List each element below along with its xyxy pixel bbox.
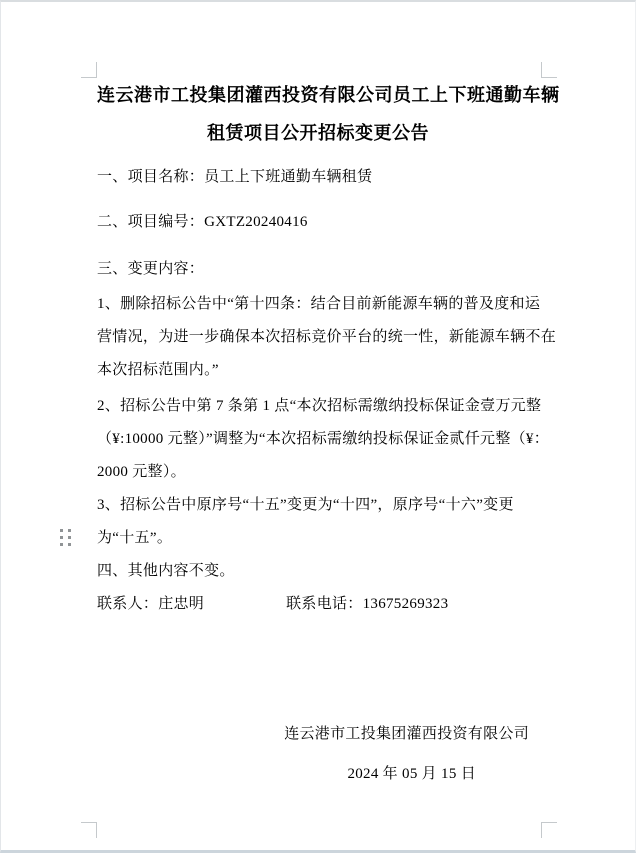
change-item-2-line-1: 2、招标公告中第 7 条第 1 点“本次招标需缴纳投标保证金壹万元整 xyxy=(97,398,542,414)
project-number-line: 二、项目编号：GXTZ20240416 xyxy=(97,214,308,230)
change-item-1-line-1: 1、删除招标公告中“第十四条：结合目前新能源车辆的普及度和运 xyxy=(97,296,541,312)
text-boundary-corner-top-left-icon xyxy=(81,62,97,78)
project-name-line: 一、项目名称：员工上下班通勤车辆租赁 xyxy=(97,169,373,185)
contact-person: 联系人：庄忠明 xyxy=(97,596,205,612)
change-item-1-line-3: 本次招标范围内。” xyxy=(97,362,219,378)
doc-title-line-2: 租赁项目公开招标变更公告 xyxy=(207,123,429,143)
signature-block xyxy=(97,718,539,791)
change-item-3-line-2: 为“十五”。 xyxy=(97,530,173,546)
doc-title-line-1: 连云港市工投集团灌西投资有限公司员工上下班通勤车辆 xyxy=(97,85,560,105)
change-item-2-line-3: 2000 元整）。 xyxy=(97,464,186,480)
text-boundary-corner-top-right-icon xyxy=(541,62,557,78)
other-items-line: 四、其他内容不变。 xyxy=(97,563,235,579)
contact-spacer xyxy=(204,588,286,621)
drag-handle-icon[interactable] xyxy=(60,529,71,547)
text-boundary-corner-bottom-left-icon xyxy=(81,822,97,838)
document-body xyxy=(1,2,635,791)
change-item-3-line-1: 3、招标公告中原序号“十五”变更为“十四”，原序号“十六”变更 xyxy=(97,497,514,513)
change-item-2-line-2: （¥:10000 元整）”调整为“本次招标需缴纳投标保证金贰仟元整（¥： xyxy=(97,431,550,447)
signature-company: 连云港市工投集团灌西投资有限公司 xyxy=(284,726,529,742)
signature-date: 2024 年 05 月 15 日 xyxy=(347,766,476,782)
change-item-1-line-2: 营情况，为进一步确保本次招标竞价平台的统一性，新能源车辆不在 xyxy=(97,329,557,345)
contact-phone: 联系电话：13675269323 xyxy=(286,596,449,612)
text-boundary-corner-bottom-right-icon xyxy=(541,822,557,838)
contact-line xyxy=(97,588,539,621)
changes-heading: 三、变更内容： xyxy=(97,261,205,277)
